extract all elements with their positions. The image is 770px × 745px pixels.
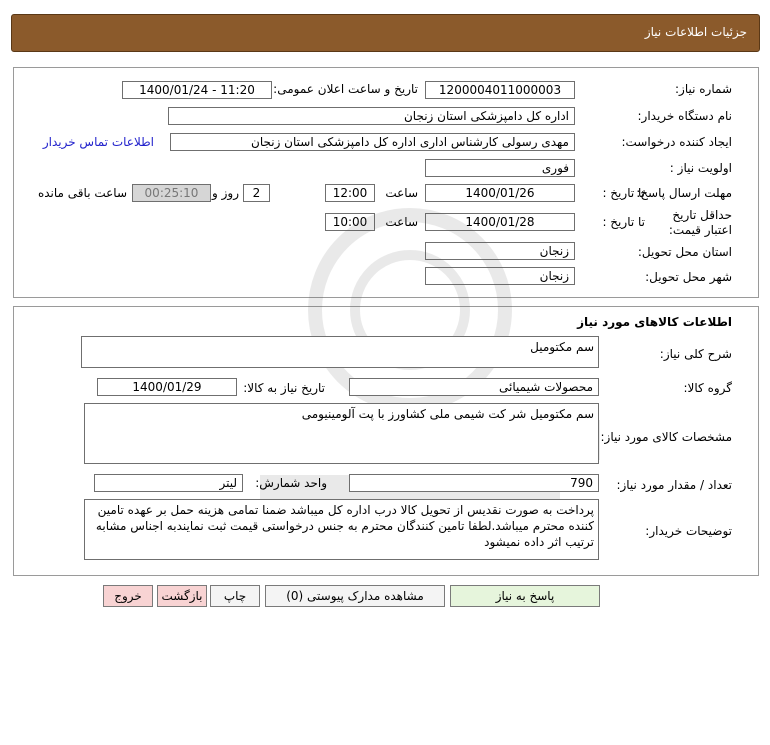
attachments-button[interactable]: مشاهده مدارک پیوستی (0) [265,585,445,607]
page-header [11,14,760,52]
specs-field: سم مکتومیل شر کت شیمی ملی کشاورز با پت آلومینیومی [84,403,599,464]
validity-date-field: 1400/01/28 [425,213,575,231]
group-label: گروه کالا: [683,381,732,395]
buyer-notes-field: پرداخت به صورت نقدیس از تحویل کالا درب اداره کل میباشد ضمنا تمامی هزینه حمل بر عهده تامین کننده محترم میباشد.لطفا تامین کنندگان محترم به جنس درخواستی قیمت ثبت نمایندبه اجناس مشابه ترتیب اثر داده نمیشود [84,499,599,560]
priority-label: اولویت نیاز : [669,161,732,175]
need-number-field: 1200004011000003 [425,81,575,99]
validity-time-field: 10:00 [325,213,375,231]
requester-field: مهدی رسولی کارشناس اداری اداره کل دامپزشکی استان زنجان [170,133,575,151]
need-number-label: شماره نیاز: [675,82,732,96]
unit-label: واحد شمارش: [255,476,327,490]
days-field: 2 [243,184,270,202]
need-info-panel [13,67,759,298]
reply-to-date-label: تا تاریخ : [602,186,645,200]
validity-to-date-label: تا تاریخ : [602,215,645,229]
reply-button[interactable]: پاسخ به نیاز [450,585,600,607]
need-date-field: 1400/01/29 [97,378,237,396]
buyer-org-label: نام دستگاه خریدار: [637,109,732,123]
general-desc-label: شرح کلی نیاز: [659,347,732,361]
unit-field: لیتر [94,474,243,492]
validity-time-label: ساعت [385,215,418,229]
contact-buyer-link[interactable]: اطلاعات تماس خریدار [42,135,154,149]
province-field: زنجان [425,242,575,260]
city-label: شهر محل تحویل: [645,270,732,284]
quantity-field: 790 [349,474,599,492]
exit-button[interactable]: خروج [103,585,153,607]
reply-time-field: 12:00 [325,184,375,202]
reply-deadline-label: مهلت ارسال پاسخ: [636,186,732,200]
reply-time-label: ساعت [385,186,418,200]
remaining-timer: 00:25:10 [132,184,211,202]
quantity-label: تعداد / مقدار مورد نیاز: [616,478,732,492]
back-button[interactable]: بازگشت [157,585,207,607]
need-date-label: تاریخ نیاز به کالا: [243,381,325,395]
group-field: محصولات شیمیائی [349,378,599,396]
page-title: جزئیات اطلاعات نیاز [644,25,747,39]
announce-label: تاریخ و ساعت اعلان عمومی: [273,82,418,96]
specs-label: مشخصات کالای مورد نیاز: [600,430,732,444]
priority-field: فوری [425,159,575,177]
days-label: روز و [212,186,239,200]
province-label: استان محل تحویل: [637,245,732,259]
general-desc-field: سم مکتومیل [81,336,599,368]
goods-section-title: اطلاعات کالاهای مورد نیاز [577,315,732,329]
price-validity-label: حداقل تاریخ اعتبار قیمت: [668,208,732,237]
reply-date-field: 1400/01/26 [425,184,575,202]
remaining-label: ساعت باقی مانده [37,186,127,200]
buyer-notes-label: توضیحات خریدار: [645,524,732,538]
print-button[interactable]: چاپ [210,585,260,607]
announce-field: 1400/01/24 - 11:20 [122,81,272,99]
requester-label: ایجاد کننده درخواست: [621,135,732,149]
city-field: زنجان [425,267,575,285]
buyer-org-field: اداره کل دامپزشکی استان زنجان [168,107,575,125]
